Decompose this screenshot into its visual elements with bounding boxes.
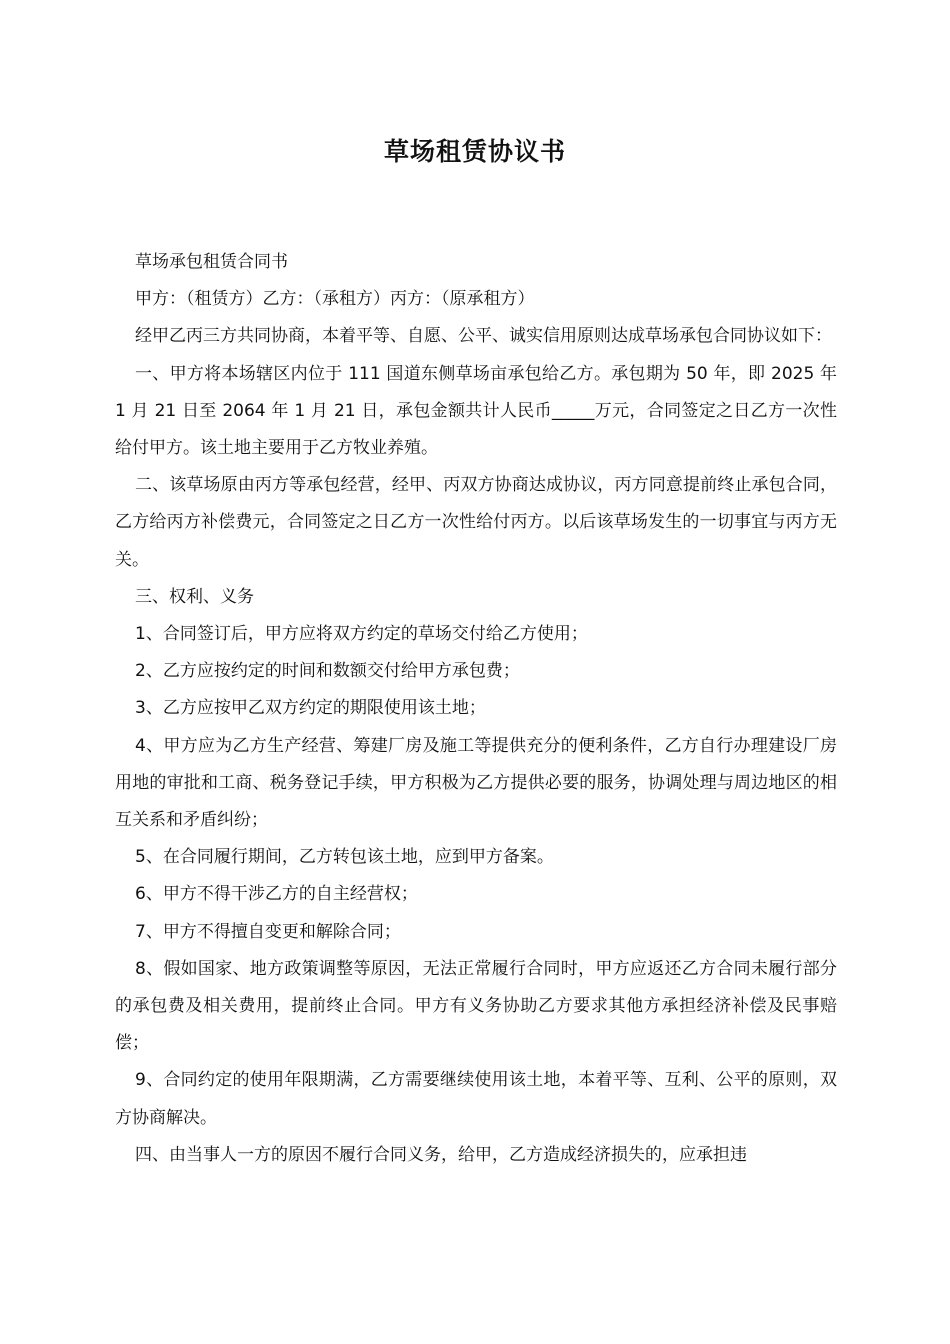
clause-2-paragraph: 二、该草场原由丙方等承包经营，经甲、丙双方协商达成协议，丙方同意提前终止承包合同，乙方给丙方补偿费元，合同签定之日乙方一次性给付丙方。以后该草场发生的一切事宜与丙方无关。 xyxy=(115,475,837,570)
clause-3-item-7: 7、甲方不得擅自变更和解除合同； xyxy=(135,921,401,942)
clause-3-item-4: 4、甲方应为乙方生产经营、筹建厂房及施工等提供充分的便利条件，乙方自行办理建设厂房用地的审批和工商、税务登记手续，甲方积极为乙方提供必要的服务，协调处理与周边地区的相互关系和矛盾纠纷； xyxy=(115,735,837,831)
parties-line: 甲方：（租赁方）乙方：（承租方）丙方：（原承租方） xyxy=(135,289,535,310)
clause-3-item-5: 5、在合同履行期间，乙方转包该土地，应到甲方备案。 xyxy=(135,847,554,868)
preamble-paragraph: 经甲乙丙三方共同协商，本着平等、自愿、公平、诚实信用原则达成草场承包合同协议如下： xyxy=(135,326,832,347)
clause-3-item-1: 1、合同签订后，甲方应将双方约定的草场交付给乙方使用； xyxy=(135,624,588,645)
clause-3-item-2: 2、乙方应按约定的时间和数额交付给甲方承包费； xyxy=(135,661,520,682)
clause-4-paragraph: 四、由当事人一方的原因不履行合同义务，给甲，乙方造成经济损失的，应承担违 xyxy=(135,1144,747,1165)
clause-1-paragraph: 一、甲方将本场辖区内位于 111 国道东侧草场亩承包给乙方。承包期为 50 年，即 2025 年 1 月 21 日至 2064 年 1 月 21 日，承包金额共计人民币_____万元，合同签定之日乙方一次性给付甲方。该土地主要用于乙方牧业养殖。 xyxy=(115,363,837,459)
clause-3-item-9: 9、合同约定的使用年限期满，乙方需要继续使用该土地，本着平等、互利、公平的原则，双方协商解决。 xyxy=(115,1070,837,1128)
clause-3-heading: 三、权利、义务 xyxy=(135,586,254,607)
document-title: 草场租赁协议书 xyxy=(383,137,566,166)
clause-3-item-8: 8、假如国家、地方政策调整等原因，无法正常履行合同时，甲方应返还乙方合同未履行部分的承包费及相关费用，提前终止合同。甲方有义务协助乙方要求其他方承担经济补偿及民事赔偿； xyxy=(115,958,837,1054)
clause-3-item-6: 6、甲方不得干涉乙方的自主经营权； xyxy=(135,884,418,905)
clause-3-item-3: 3、乙方应按甲乙双方约定的期限使用该土地； xyxy=(135,698,486,719)
contract-subtitle: 草场承包租赁合同书 xyxy=(135,252,288,272)
document-body xyxy=(115,244,837,1174)
